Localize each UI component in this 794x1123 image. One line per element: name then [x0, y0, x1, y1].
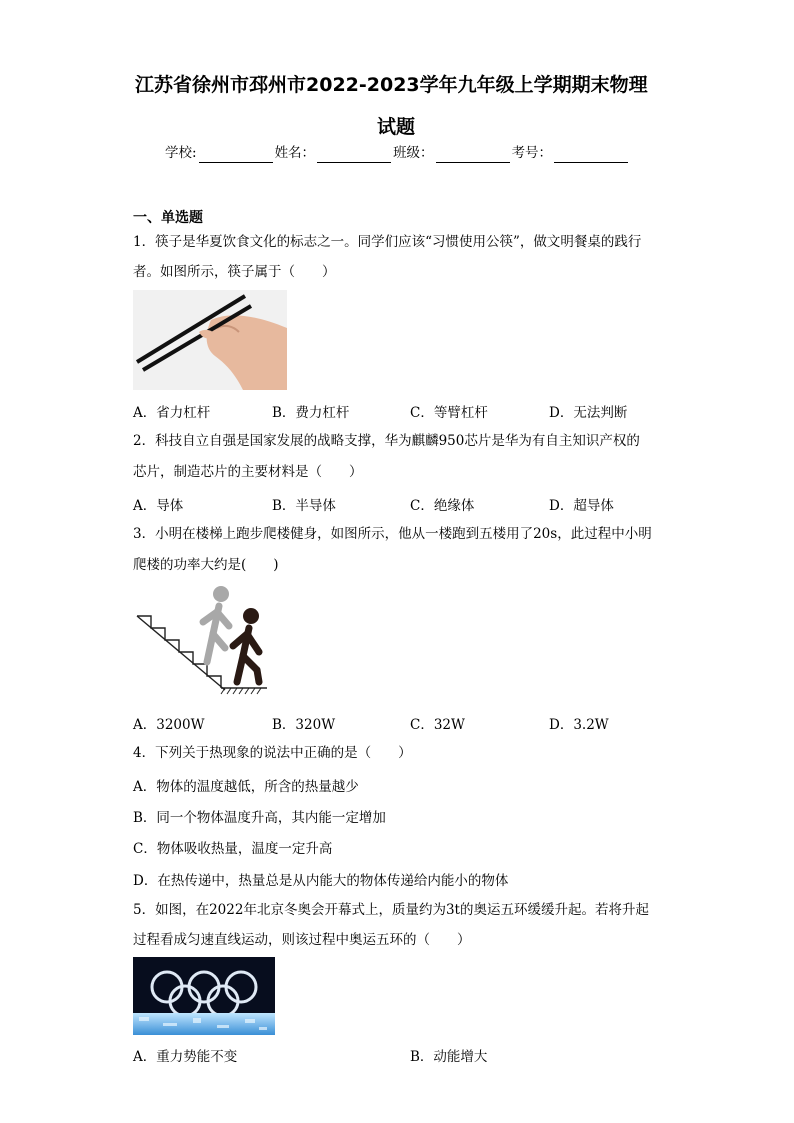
- q2-option-d[interactable]: D．超导体: [549, 498, 614, 514]
- q4-option-a[interactable]: A．物体的温度越低，所含的热量越少: [133, 779, 359, 795]
- q3-option-a[interactable]: A．3200W: [133, 717, 205, 733]
- q4-line1: 4．下列关于热现象的说法中正确的是（ ）: [133, 745, 412, 761]
- q1-line2: 者。如图所示，筷子属于（ ）: [133, 264, 336, 280]
- school-label: 学校:: [165, 145, 197, 161]
- q3-line1: 3．小明在楼梯上跑步爬楼健身，如图所示，他从一楼跑到五楼用了20s，此过程中小明: [133, 526, 652, 542]
- q3-option-b[interactable]: B．320W: [272, 717, 336, 733]
- q5-line2: 过程看成匀速直线运动，则该过程中奥运五环的（ ）: [133, 932, 471, 948]
- exam-no-blank[interactable]: [554, 148, 628, 163]
- q4-option-b[interactable]: B．同一个物体温度升高，其内能一定增加: [133, 810, 386, 826]
- q3-line2: 爬楼的功率大约是( ): [133, 557, 279, 573]
- q2-option-c[interactable]: C．绝缘体: [410, 498, 475, 514]
- section-heading: 一、单选题: [133, 210, 203, 226]
- q3-option-c[interactable]: C．32W: [410, 717, 465, 733]
- title-line1: 江苏省徐州市邳州市2022-2023学年九年级上学期期末物理: [135, 74, 648, 96]
- q5-option-b[interactable]: B．动能增大: [410, 1049, 488, 1065]
- q5-line1: 5．如图，在2022年北京冬奥会开幕式上，质量约为3t的奥运五环缓缓升起。若将升起: [133, 902, 649, 918]
- title-line2: 试题: [377, 116, 416, 138]
- class-label: 班级：: [393, 145, 434, 161]
- name-label: 姓名：: [274, 145, 316, 161]
- olympic-rings-image: [133, 957, 275, 1035]
- stair-climbing-figure: [133, 582, 273, 702]
- q2-option-b[interactable]: B．半导体: [272, 498, 336, 514]
- q1-option-b[interactable]: B．费力杠杆: [272, 405, 350, 421]
- q5-option-a[interactable]: A．重力势能不变: [133, 1049, 238, 1065]
- q1-option-d[interactable]: D．无法判断: [549, 405, 628, 421]
- q4-option-c[interactable]: C．物体吸收热量，温度一定升高: [133, 841, 333, 857]
- q4-option-d[interactable]: D．在热传递中，热量总是从内能大的物体传递给内能小的物体: [133, 873, 509, 889]
- q2-option-a[interactable]: A．导体: [133, 498, 184, 514]
- q1-option-a[interactable]: A．省力杠杆: [133, 405, 211, 421]
- q3-option-d[interactable]: D．3.2W: [549, 717, 609, 733]
- name-blank[interactable]: [317, 148, 391, 163]
- exam-no-label: 考号：: [511, 145, 553, 161]
- q1-line1: 1．筷子是华夏饮食文化的标志之一。同学们应该“习惯使用公筷”，做文明餐桌的践行: [133, 234, 642, 250]
- class-blank[interactable]: [436, 148, 510, 163]
- chopsticks-image: [133, 290, 287, 390]
- school-blank[interactable]: [199, 148, 273, 163]
- q1-option-c[interactable]: C．等臂杠杆: [410, 405, 488, 421]
- student-info-row: [165, 143, 630, 163]
- q2-line1: 2．科技自立自强是国家发展的战略支撑，华为麒麟950芯片是华为有自主知识产权的: [133, 433, 640, 449]
- q2-line2: 芯片，制造芯片的主要材料是（ ）: [133, 464, 363, 480]
